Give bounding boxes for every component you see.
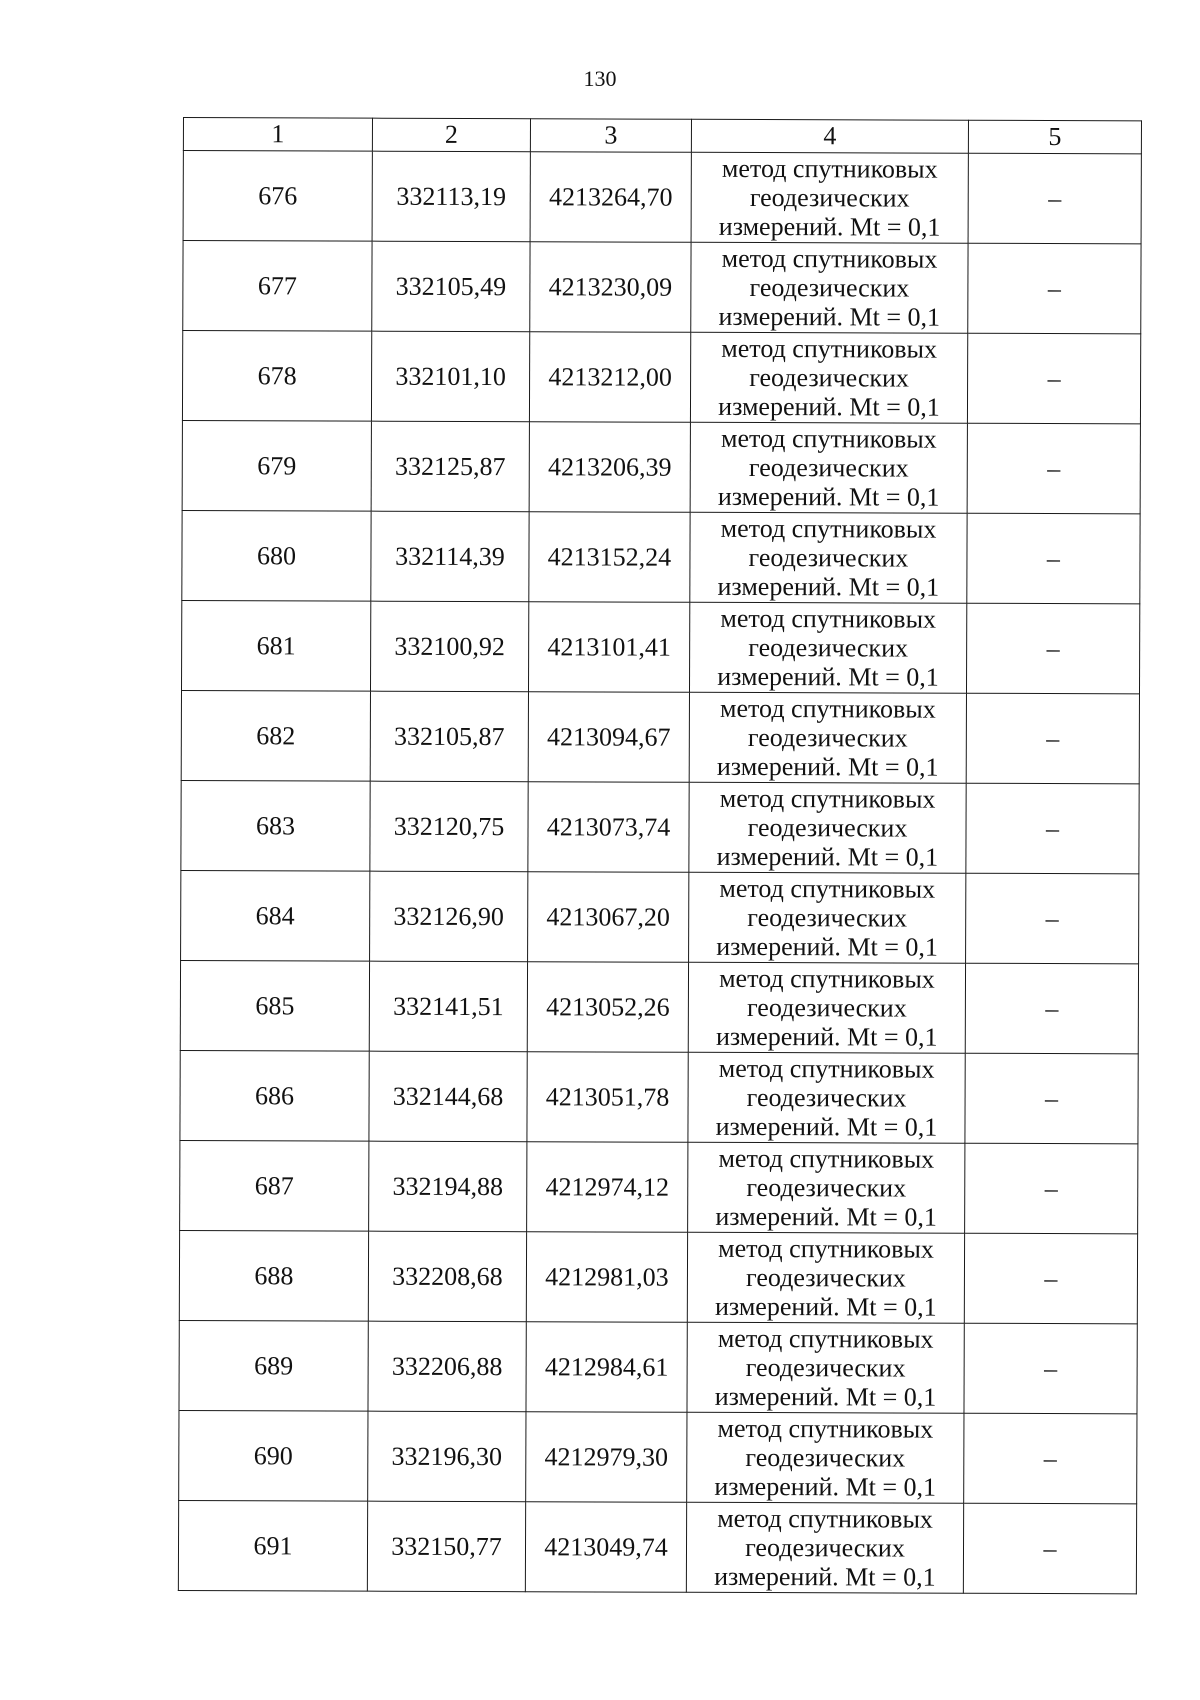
- x-coordinate-cell: 332126,90: [370, 871, 528, 962]
- method-line: метод спутниковых: [718, 1143, 935, 1174]
- table-row: [181, 600, 1139, 693]
- table-row: [182, 510, 1140, 603]
- point-number-cell: 684: [181, 870, 370, 961]
- table-row: [180, 1050, 1138, 1143]
- point-number-cell: 689: [179, 1320, 368, 1411]
- point-number-cell: 690: [179, 1410, 368, 1501]
- y-coordinate-cell: 4213264,70: [530, 152, 691, 243]
- note-cell: [966, 873, 1139, 964]
- dash-mark: –: [1045, 904, 1059, 934]
- point-number-cell: 687: [180, 1140, 369, 1231]
- method-line: измерений. Mt = 0,1: [718, 301, 941, 332]
- method-line: геодезических: [747, 722, 908, 753]
- method-line: геодезических: [749, 272, 910, 303]
- table-row: [182, 331, 1140, 424]
- method-line: геодезических: [746, 1172, 907, 1203]
- note-cell: [965, 963, 1138, 1054]
- dash-mark: –: [1044, 1174, 1058, 1204]
- note-cell: [965, 1053, 1138, 1144]
- note-cell: [964, 1233, 1137, 1324]
- point-number-cell: 679: [182, 420, 371, 511]
- dash-mark: –: [1044, 1264, 1058, 1294]
- dash-mark: –: [1045, 994, 1059, 1024]
- y-coordinate-cell: 4213206,39: [529, 422, 690, 513]
- method-cell: [687, 1232, 964, 1323]
- header-cell-1: 1: [183, 118, 372, 152]
- y-coordinate-cell: 4213230,09: [530, 242, 691, 333]
- note-cell: [963, 1503, 1136, 1594]
- x-coordinate-cell: 332120,75: [370, 781, 528, 872]
- method-line: геодезических: [749, 182, 910, 213]
- method-line: геодезических: [746, 992, 907, 1023]
- method-line: геодезических: [745, 1442, 906, 1473]
- method-line: измерений. Mt = 0,1: [717, 661, 939, 692]
- note-cell: [967, 513, 1140, 604]
- method-line: измерений. Mt = 0,1: [714, 1471, 937, 1502]
- note-cell: [964, 1413, 1137, 1504]
- method-line: измерений. Mt = 0,1: [715, 1021, 938, 1052]
- dash-mark: –: [1046, 544, 1061, 574]
- y-coordinate-cell: 4213101,41: [528, 602, 689, 693]
- method-cell: [688, 962, 965, 1053]
- method-cell: [691, 152, 968, 243]
- method-line: измерений. Mt = 0,1: [714, 1291, 937, 1322]
- x-coordinate-cell: 332141,51: [369, 961, 527, 1052]
- method-cell: [690, 422, 967, 513]
- method-line: метод спутниковых: [719, 873, 936, 904]
- point-number-cell: 676: [183, 151, 372, 242]
- method-line: измерений. Mt = 0,1: [714, 1381, 937, 1412]
- method-line: измерений. Mt = 0,1: [715, 1111, 938, 1142]
- method-cell: [687, 1412, 964, 1503]
- dash-mark: –: [1045, 814, 1060, 844]
- method-cell: [690, 512, 967, 603]
- method-line: метод спутниковых: [720, 693, 936, 724]
- method-line: геодезических: [748, 632, 909, 663]
- method-line: измерений. Mt = 0,1: [716, 841, 939, 872]
- y-coordinate-cell: 4212981,03: [526, 1232, 687, 1323]
- y-coordinate-cell: 4212979,30: [526, 1412, 687, 1503]
- y-coordinate-cell: 4212974,12: [527, 1142, 688, 1233]
- point-number-cell: 688: [179, 1230, 368, 1321]
- note-cell: [966, 783, 1139, 874]
- y-coordinate-cell: 4212984,61: [526, 1322, 687, 1413]
- method-cell: [691, 242, 968, 333]
- x-coordinate-cell: 332208,68: [368, 1231, 526, 1322]
- method-line: геодезических: [745, 1352, 906, 1383]
- note-cell: [966, 603, 1139, 694]
- method-cell: [689, 692, 966, 783]
- method-line: геодезических: [747, 902, 908, 933]
- header-cell-3: 3: [530, 119, 691, 153]
- dash-mark: –: [1044, 1354, 1058, 1384]
- x-coordinate-cell: 332105,49: [372, 241, 530, 332]
- x-coordinate-cell: 332100,92: [370, 601, 528, 692]
- y-coordinate-cell: 4213152,24: [529, 512, 690, 603]
- dash-mark: –: [1047, 364, 1061, 394]
- point-number-cell: 686: [180, 1050, 369, 1141]
- method-line: геодезических: [749, 362, 910, 393]
- point-number-cell: 685: [180, 960, 369, 1051]
- x-coordinate-cell: 332101,10: [371, 331, 529, 422]
- method-line: метод спутниковых: [721, 153, 938, 184]
- method-cell: [689, 782, 966, 873]
- method-cell: [690, 332, 967, 423]
- method-line: метод спутниковых: [717, 1323, 934, 1354]
- x-coordinate-cell: 332144,68: [369, 1051, 527, 1142]
- method-line: метод спутниковых: [721, 333, 938, 364]
- method-cell: [688, 1052, 965, 1143]
- method-line: измерений. Mt = 0,1: [716, 931, 938, 962]
- header-cell-2: 2: [372, 118, 530, 152]
- x-coordinate-cell: 332206,88: [368, 1321, 526, 1412]
- method-line: метод спутниковых: [718, 1053, 935, 1084]
- method-line: метод спутниковых: [719, 963, 935, 994]
- dash-mark: –: [1048, 184, 1062, 214]
- method-line: измерений. Mt = 0,1: [717, 571, 940, 602]
- method-line: измерений. Mt = 0,1: [718, 211, 941, 242]
- method-line: метод спутниковых: [717, 1503, 934, 1534]
- y-coordinate-cell: 4213073,74: [528, 782, 689, 873]
- y-coordinate-cell: 4213094,67: [528, 692, 689, 783]
- method-cell: [686, 1502, 963, 1593]
- note-cell: [965, 1143, 1138, 1234]
- point-number-cell: 683: [181, 780, 370, 871]
- table-header-row: [183, 118, 1141, 154]
- header-cell-4: 4: [691, 119, 968, 153]
- y-coordinate-cell: 4213067,20: [528, 872, 689, 963]
- dash-mark: –: [1045, 1084, 1059, 1114]
- method-line: геодезических: [746, 1082, 907, 1113]
- note-cell: [968, 243, 1141, 334]
- x-coordinate-cell: 332194,88: [369, 1141, 527, 1232]
- note-cell: [968, 153, 1141, 244]
- method-line: геодезических: [747, 812, 908, 843]
- table-row: [183, 151, 1141, 244]
- point-number-cell: 677: [183, 241, 372, 332]
- dash-mark: –: [1043, 1534, 1057, 1564]
- x-coordinate-cell: 332114,39: [371, 511, 529, 602]
- point-number-cell: 681: [181, 600, 370, 691]
- table-row: [181, 870, 1139, 963]
- note-cell: [966, 693, 1139, 784]
- method-cell: [688, 1142, 965, 1233]
- note-cell: [964, 1323, 1137, 1414]
- method-line: измерений. Mt = 0,1: [718, 391, 940, 422]
- method-line: метод спутниковых: [720, 423, 937, 454]
- note-cell: [967, 333, 1140, 424]
- dash-mark: –: [1046, 634, 1060, 664]
- method-line: метод спутниковых: [721, 243, 938, 274]
- table-row: [180, 1140, 1138, 1233]
- dash-mark: –: [1047, 454, 1061, 484]
- table-row: [181, 690, 1139, 783]
- note-cell: [967, 423, 1140, 514]
- x-coordinate-cell: 332125,87: [371, 421, 529, 512]
- coordinates-table-container: [178, 117, 1141, 1594]
- method-line: геодезических: [746, 1262, 906, 1293]
- table-row: [179, 1410, 1137, 1503]
- point-number-cell: 680: [182, 510, 371, 601]
- method-line: метод спутниковых: [717, 1413, 934, 1444]
- y-coordinate-cell: 4213051,78: [527, 1052, 688, 1143]
- method-line: геодезических: [748, 452, 909, 483]
- method-line: измерений. Mt = 0,1: [714, 1561, 936, 1592]
- method-line: геодезических: [748, 542, 909, 573]
- method-line: измерений. Mt = 0,1: [715, 1201, 938, 1232]
- method-line: метод спутниковых: [718, 1233, 934, 1264]
- table-row: [178, 1500, 1136, 1593]
- method-line: метод спутниковых: [720, 513, 937, 544]
- dash-mark: –: [1043, 1444, 1057, 1474]
- x-coordinate-cell: 332196,30: [368, 1411, 526, 1502]
- table-row: [179, 1230, 1137, 1323]
- method-line: геодезических: [745, 1532, 905, 1563]
- table-row: [183, 241, 1141, 334]
- method-cell: [687, 1322, 964, 1413]
- table-row: [180, 960, 1138, 1053]
- point-number-cell: 678: [182, 331, 371, 422]
- x-coordinate-cell: 332105,87: [370, 691, 528, 782]
- method-line: измерений. Mt = 0,1: [717, 481, 940, 512]
- y-coordinate-cell: 4213212,00: [529, 332, 690, 423]
- x-coordinate-cell: 332150,77: [367, 1501, 525, 1592]
- point-number-cell: 682: [181, 690, 370, 781]
- method-line: метод спутниковых: [719, 783, 936, 814]
- dash-mark: –: [1047, 274, 1061, 304]
- coordinates-table: [178, 117, 1142, 1594]
- y-coordinate-cell: 4213049,74: [525, 1502, 686, 1593]
- x-coordinate-cell: 332113,19: [372, 151, 530, 242]
- table-row: [179, 1320, 1137, 1413]
- dash-mark: –: [1046, 724, 1060, 754]
- method-line: измерений. Mt = 0,1: [716, 751, 939, 782]
- method-cell: [689, 602, 966, 693]
- y-coordinate-cell: 4213052,26: [527, 962, 688, 1053]
- table-row: [182, 420, 1140, 513]
- page-number: 130: [583, 66, 617, 91]
- header-cell-5: 5: [968, 120, 1141, 154]
- point-number-cell: 691: [178, 1500, 367, 1591]
- method-line: метод спутниковых: [720, 603, 937, 634]
- table-row: [181, 780, 1139, 873]
- method-cell: [689, 872, 966, 963]
